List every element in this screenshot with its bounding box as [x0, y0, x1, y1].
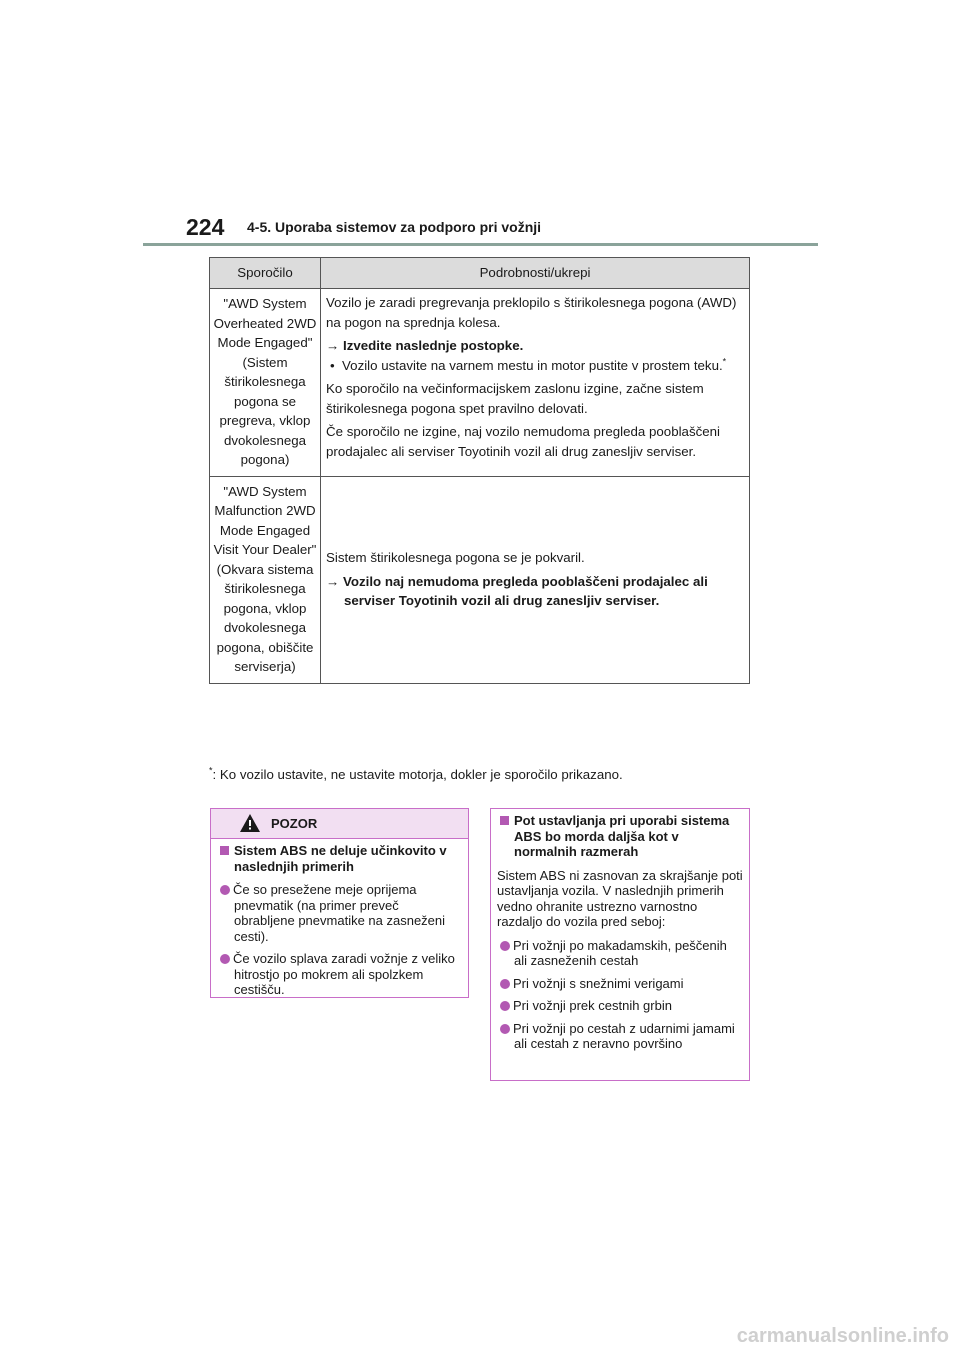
circle-bullet-icon [500, 1001, 510, 1011]
warning-heading [217, 843, 462, 874]
info-heading-text: Pot ustavljanja pri uporabi sistema ABS bo morda daljša kot v normalnih razmerah [514, 813, 730, 859]
circle-bullet-icon [500, 941, 510, 951]
square-bullet-icon [220, 846, 229, 855]
circle-bullet-icon [500, 979, 510, 989]
warning-heading-text: Sistem ABS ne deluje učinkovito v naslednjih primerih [234, 843, 447, 874]
detail-text: Če sporočilo ne izgine, naj vozilo nemudoma pregleda pooblaščeni prodajalec ali serviser Toyotinih vozil ali drug zanesljiv serviser. [326, 424, 720, 459]
page-number: 224 [186, 214, 225, 240]
list-item-text: Pri vožnji s snežnimi verigami [513, 975, 684, 991]
column-header-details: Podrobnosti/ukrepi [321, 258, 750, 289]
list-item [497, 938, 743, 969]
footnote-marker: * [722, 356, 727, 367]
action-line [326, 572, 741, 611]
list-item-text: Če vozilo splava zaradi vožnje z veliko hitrostjo po mokrem ali spolzkem cestišču. [233, 951, 455, 997]
list-item-text: Pri vožnji po cestah z udarnimi jamami ali cestah z neravno površino [513, 1020, 735, 1051]
info-box [490, 808, 750, 1081]
list-item [497, 998, 743, 1014]
column-header-message: Sporočilo [210, 258, 321, 289]
warning-header [211, 809, 468, 839]
info-body [491, 809, 749, 1063]
message-table [209, 257, 750, 684]
bullet-item [326, 356, 741, 376]
details-cell [321, 289, 750, 477]
header-divider [143, 243, 818, 246]
circle-bullet-icon [220, 885, 230, 895]
circle-bullet-icon [220, 954, 230, 964]
list-item [217, 951, 462, 998]
detail-text: Ko sporočilo na večinformacijskem zaslonu izgine, začne sistem štirikolesnega pogona spet pravilno delovati. [326, 381, 704, 416]
table-header-row [210, 258, 750, 289]
warning-triangle-icon [239, 813, 261, 833]
watermark: carmanualsonline.info [736, 1325, 949, 1347]
section-title: 4-5. Uporaba sistemov za podporo pri vožnji [247, 219, 542, 235]
footnote-text: : Ko vozilo ustavite, ne ustavite motorja, dokler je sporočilo prikazano. [212, 767, 623, 782]
page-header [186, 214, 826, 246]
bullet-icon: • [330, 357, 335, 373]
list-item [497, 1021, 743, 1052]
details-cell [321, 476, 750, 683]
message-cell: "AWD System Overheated 2WD Mode Engaged" (Sistem štirikolesnega pogona se pregreva, vklop dvokolesnega pogona) [210, 289, 321, 477]
message-cell: "AWD System Malfunction 2WD Mode Engaged Visit Your Dealer" (Okvara sistema štirikolesnega pogona, vklop dvokolesnega pogona, obiščite serviserja) [210, 476, 321, 683]
footnote [209, 767, 623, 782]
warning-body [211, 839, 468, 1009]
table-row [210, 289, 750, 477]
warning-box [210, 808, 469, 998]
action-text: Izvedite naslednje postopke. [343, 338, 524, 353]
bullet-text: Vozilo ustavite na varnem mestu in motor pustite v prostem teku. [342, 357, 723, 373]
list-item [497, 976, 743, 992]
list-item-text: Če so presežene meje oprijema pnevmatik (na primer preveč obrabljene pnevmatike na zasneženi cesti). [233, 882, 446, 944]
info-paragraph: Sistem ABS ni zasnovan za skrajšanje poti ustavljanja vozila. V naslednjih primerih vedno ohranite ustrezno varnostno razdaljo do vozila pred seboj: [497, 867, 743, 929]
arrow-icon: → [326, 573, 340, 589]
list-item-text: Pri vožnji po makadamskih, peščenih ali zasneženih cestah [513, 937, 727, 968]
arrow-icon: → [326, 338, 340, 353]
footnote-star: * [209, 765, 213, 776]
list-item-text: Pri vožnji prek cestnih grbin [513, 998, 672, 1013]
action-line [326, 336, 741, 356]
warning-title: POZOR [271, 816, 318, 831]
detail-text: Vozilo je zaradi pregrevanja preklopilo s štirikolesnega pogona (AWD) na pogon na sprednja kolesa. [326, 295, 737, 330]
info-heading [497, 813, 743, 860]
square-bullet-icon [500, 816, 509, 825]
detail-text: Sistem štirikolesnega pogona se je pokvaril. [326, 550, 585, 566]
circle-bullet-icon [500, 1024, 510, 1034]
action-text: Vozilo naj nemudoma pregleda pooblaščeni prodajalec ali serviser Toyotinih vozil ali drug zanesljiv serviser. [343, 573, 708, 609]
list-item [217, 882, 462, 944]
table-row [210, 476, 750, 683]
